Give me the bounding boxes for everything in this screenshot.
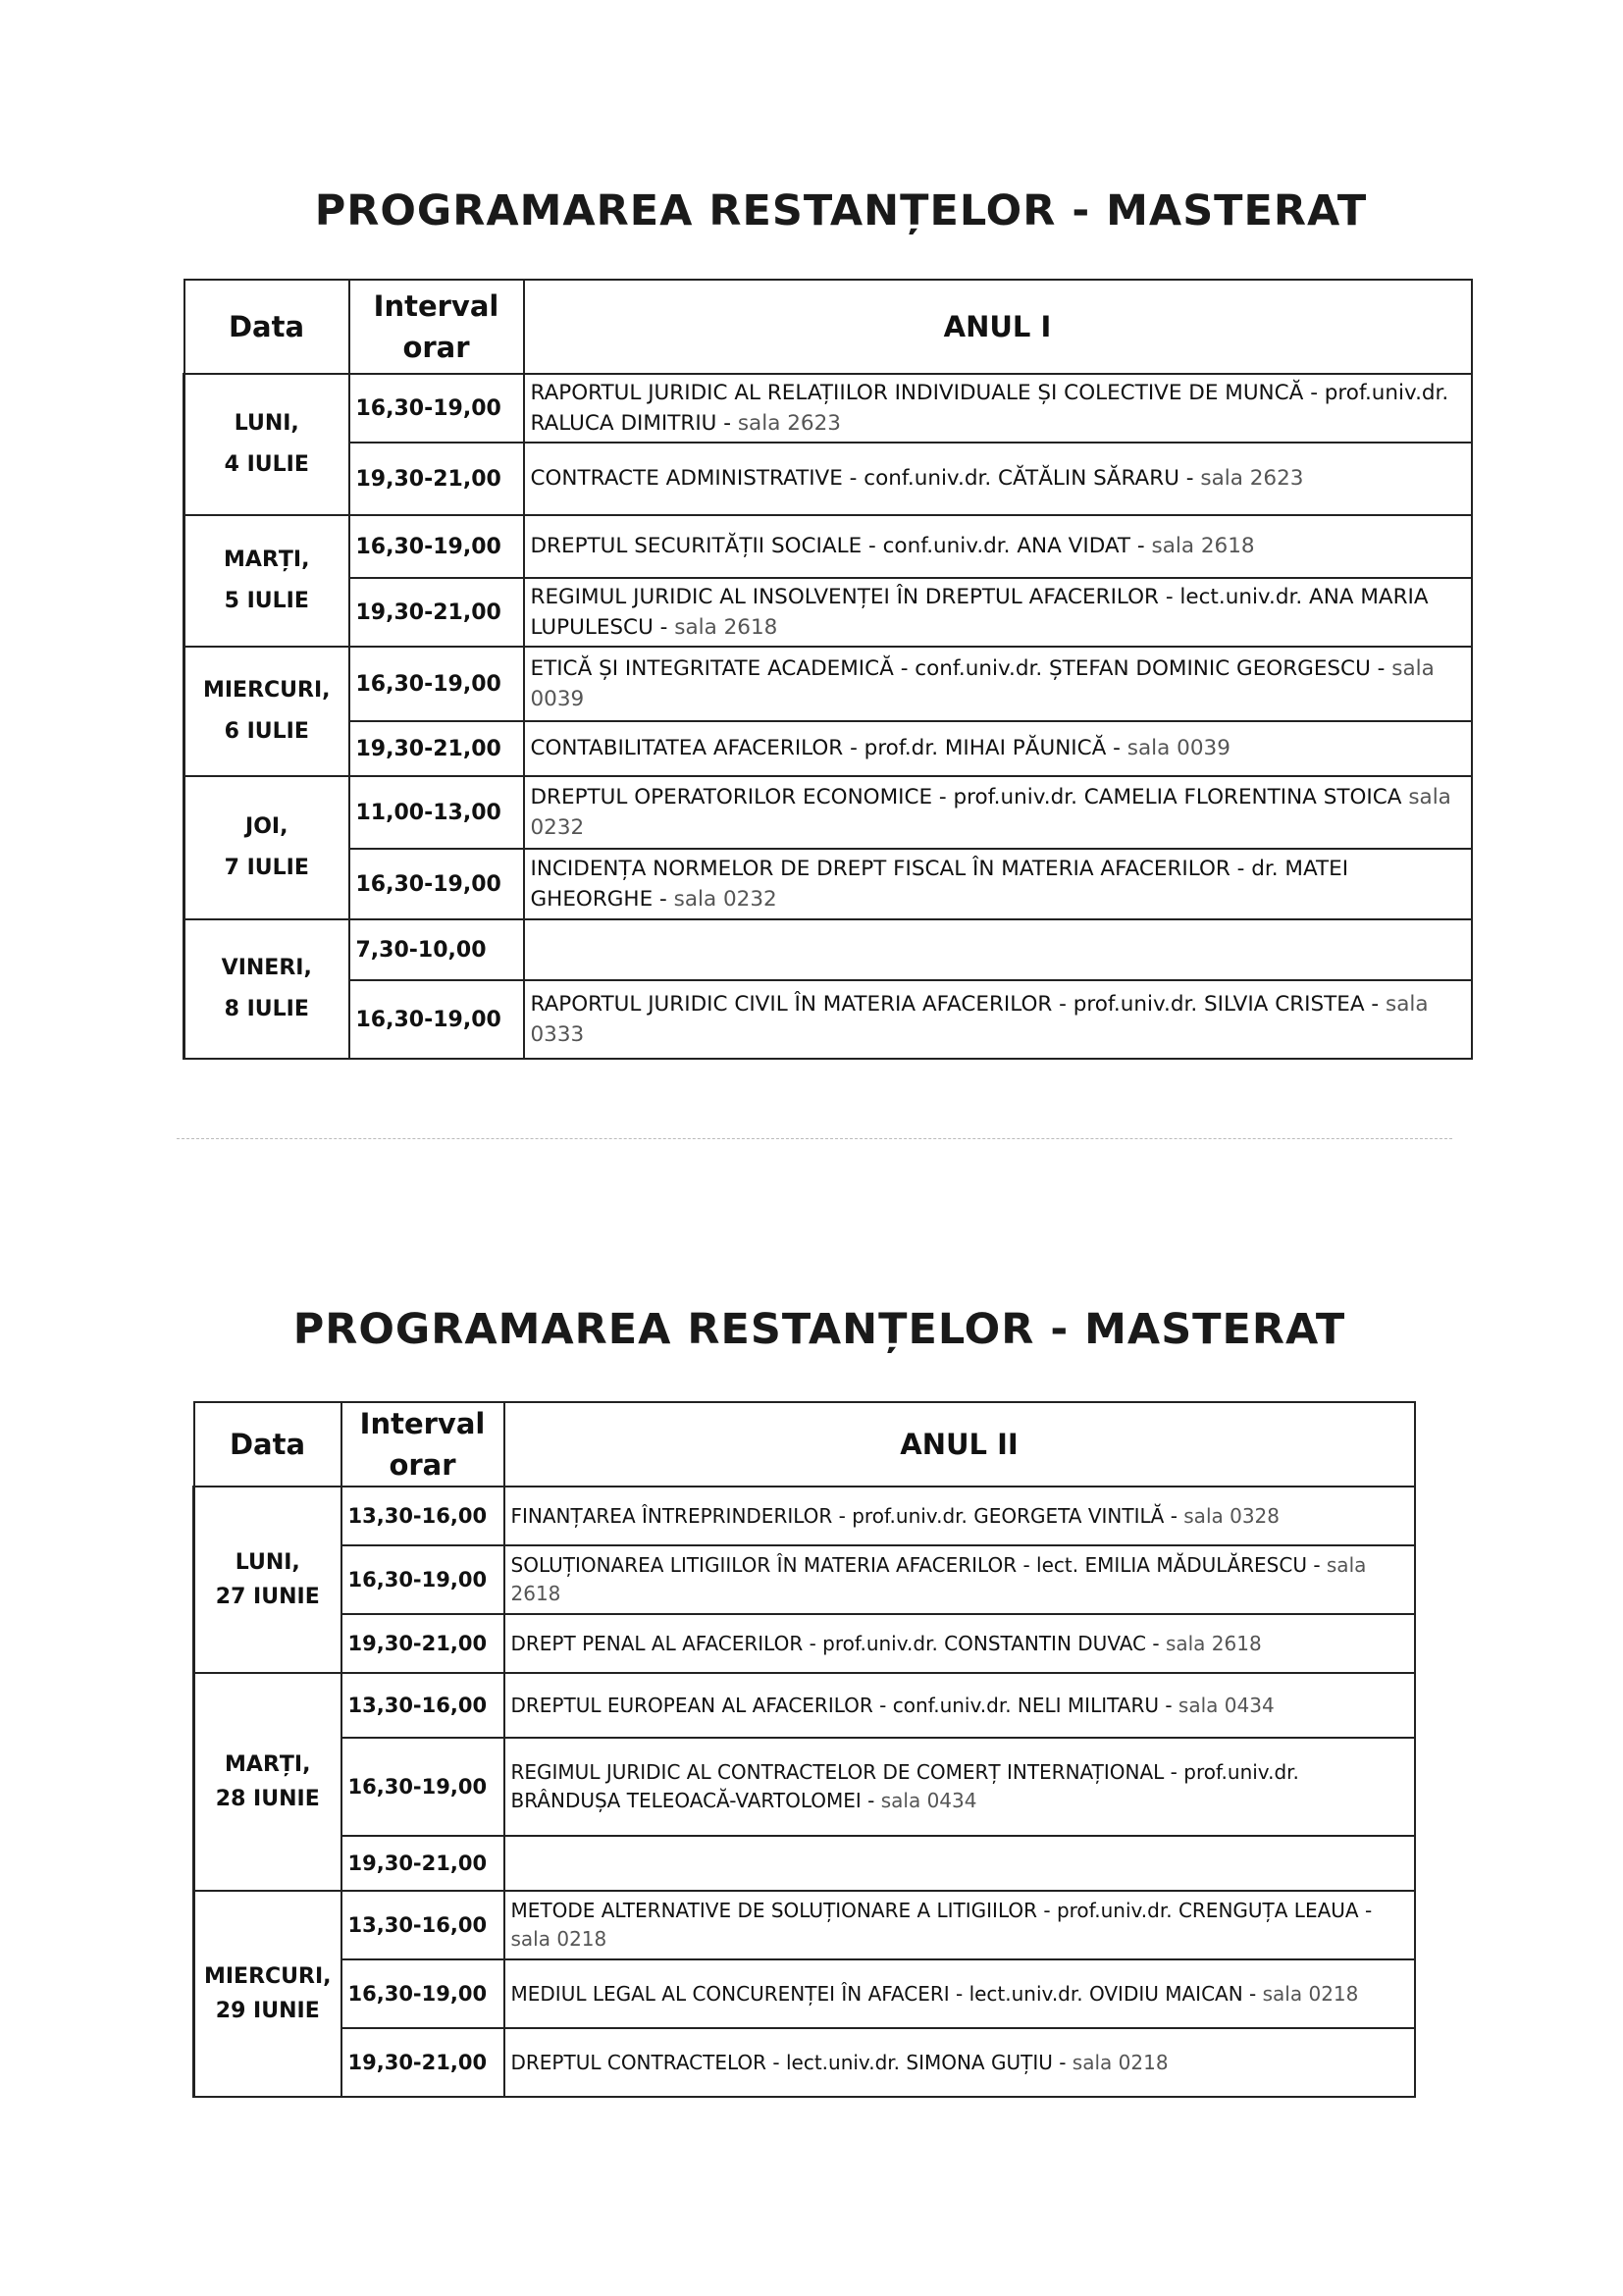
time-cell: 16,30-19,00 [341, 1545, 504, 1614]
date-cell: JOI, 7 IULIE [184, 776, 349, 919]
time-cell: 16,30-19,00 [349, 849, 524, 919]
course-cell: DREPTUL EUROPEAN AL AFACERILOR - conf.univ.dr. NELI MILITARU - sala 0434 [504, 1673, 1415, 1738]
course-cell: ETICĂ ȘI INTEGRITATE ACADEMICĂ - conf.univ.dr. ȘTEFAN DOMINIC GEORGESCU - sala 0039 [524, 647, 1472, 721]
time-cell: 16,30-19,00 [349, 374, 524, 443]
time-cell: 13,30-16,00 [341, 1487, 504, 1545]
table-row [184, 374, 1472, 443]
page-title-2: PROGRAMAREA RESTANȚELOR - MASTERAT [292, 1305, 1346, 1354]
table-header-row [184, 280, 1472, 374]
table-row [184, 647, 1472, 721]
separator-line [177, 1138, 1452, 1139]
table-row [194, 1487, 1415, 1545]
header-interval: Interval orar [341, 1402, 504, 1487]
time-cell: 19,30-21,00 [349, 578, 524, 647]
header-year: ANUL II [504, 1402, 1415, 1487]
table-header-row [194, 1402, 1415, 1487]
date-cell: VINERI, 8 IULIE [184, 919, 349, 1059]
table-row [184, 578, 1472, 647]
course-cell: RAPORTUL JURIDIC AL RELAȚIILOR INDIVIDUALE ȘI COLECTIVE DE MUNCĂ - prof.univ.dr. RALUCA DIMITRIU - sala 2623 [524, 374, 1472, 443]
time-cell: 13,30-16,00 [341, 1891, 504, 1959]
time-cell: 19,30-21,00 [341, 1836, 504, 1891]
date-cell: LUNI, 4 IULIE [184, 374, 349, 515]
schedule-table-year-1 [183, 279, 1473, 1060]
course-cell: SOLUȚIONAREA LITIGIILOR ÎN MATERIA AFACERILOR - lect. EMILIA MĂDULĂRESCU - sala 2618 [504, 1545, 1415, 1614]
table-row [184, 721, 1472, 776]
course-cell [524, 919, 1472, 980]
date-cell: MIERCURI, 6 IULIE [184, 647, 349, 776]
course-cell: REGIMUL JURIDIC AL INSOLVENȚEI ÎN DREPTUL AFACERILOR - lect.univ.dr. ANA MARIA LUPULESCU - sala 2618 [524, 578, 1472, 647]
time-cell: 16,30-19,00 [341, 1959, 504, 2028]
course-cell: FINANȚAREA ÎNTREPRINDERILOR - prof.univ.dr. GEORGETA VINTILĂ - sala 0328 [504, 1487, 1415, 1545]
course-cell: REGIMUL JURIDIC AL CONTRACTELOR DE COMERȚ INTERNAȚIONAL - prof.univ.dr. BRÂNDUȘA TELEOACĂ-VARTOLOMEI - sala 0434 [504, 1738, 1415, 1836]
course-cell: DREPTUL SECURITĂȚII SOCIALE - conf.univ.dr. ANA VIDAT - sala 2618 [524, 515, 1472, 578]
time-cell: 13,30-16,00 [341, 1673, 504, 1738]
table-row [194, 1959, 1415, 2028]
course-cell [504, 1836, 1415, 1891]
course-cell: CONTRACTE ADMINISTRATIVE - conf.univ.dr. CĂTĂLIN SĂRARU - sala 2623 [524, 443, 1472, 515]
table-row [184, 776, 1472, 849]
header-year: ANUL I [524, 280, 1472, 374]
course-cell: DREPTUL CONTRACTELOR - lect.univ.dr. SIMONA GUȚIU - sala 0218 [504, 2028, 1415, 2097]
time-cell: 19,30-21,00 [349, 721, 524, 776]
time-cell: 19,30-21,00 [341, 2028, 504, 2097]
time-cell: 11,00-13,00 [349, 776, 524, 849]
date-cell: LUNI, 27 IUNIE [194, 1487, 341, 1673]
course-cell: DREPT PENAL AL AFACERILOR - prof.univ.dr. CONSTANTIN DUVAC - sala 2618 [504, 1614, 1415, 1673]
table-row [194, 1614, 1415, 1673]
table-row [184, 443, 1472, 515]
table-row [194, 1891, 1415, 1959]
date-cell: MIERCURI, 29 IUNIE [194, 1891, 341, 2097]
page-title-1: PROGRAMAREA RESTANȚELOR - MASTERAT [314, 186, 1368, 235]
table-row [184, 980, 1472, 1059]
time-cell: 7,30-10,00 [349, 919, 524, 980]
table-row [184, 849, 1472, 919]
header-date: Data [194, 1402, 341, 1487]
table-row [194, 2028, 1415, 2097]
time-cell: 16,30-19,00 [349, 515, 524, 578]
table-row [194, 1836, 1415, 1891]
course-cell: MEDIUL LEGAL AL CONCURENȚEI ÎN AFACERI - lect.univ.dr. OVIDIU MAICAN - sala 0218 [504, 1959, 1415, 2028]
table-row [194, 1738, 1415, 1836]
header-date: Data [184, 280, 349, 374]
time-cell: 16,30-19,00 [349, 980, 524, 1059]
time-cell: 19,30-21,00 [349, 443, 524, 515]
table-row [184, 515, 1472, 578]
course-cell: INCIDENȚA NORMELOR DE DREPT FISCAL ÎN MATERIA AFACERILOR - dr. MATEI GHEORGHE - sala 0232 [524, 849, 1472, 919]
table-row [194, 1545, 1415, 1614]
course-cell: RAPORTUL JURIDIC CIVIL ÎN MATERIA AFACERILOR - prof.univ.dr. SILVIA CRISTEA - sala 0333 [524, 980, 1472, 1059]
schedule-table-year-2 [192, 1401, 1416, 2098]
course-cell: CONTABILITATEA AFACERILOR - prof.dr. MIHAI PĂUNICĂ - sala 0039 [524, 721, 1472, 776]
time-cell: 19,30-21,00 [341, 1614, 504, 1673]
date-cell: MARȚI, 5 IULIE [184, 515, 349, 647]
course-cell: DREPTUL OPERATORILOR ECONOMICE - prof.univ.dr. CAMELIA FLORENTINA STOICA sala 0232 [524, 776, 1472, 849]
time-cell: 16,30-19,00 [349, 647, 524, 721]
header-interval: Interval orar [349, 280, 524, 374]
table-row [184, 919, 1472, 980]
date-cell: MARȚI, 28 IUNIE [194, 1673, 341, 1891]
table-row [194, 1673, 1415, 1738]
time-cell: 16,30-19,00 [341, 1738, 504, 1836]
course-cell: METODE ALTERNATIVE DE SOLUȚIONARE A LITIGIILOR - prof.univ.dr. CRENGUȚA LEAUA - sala 0218 [504, 1891, 1415, 1959]
